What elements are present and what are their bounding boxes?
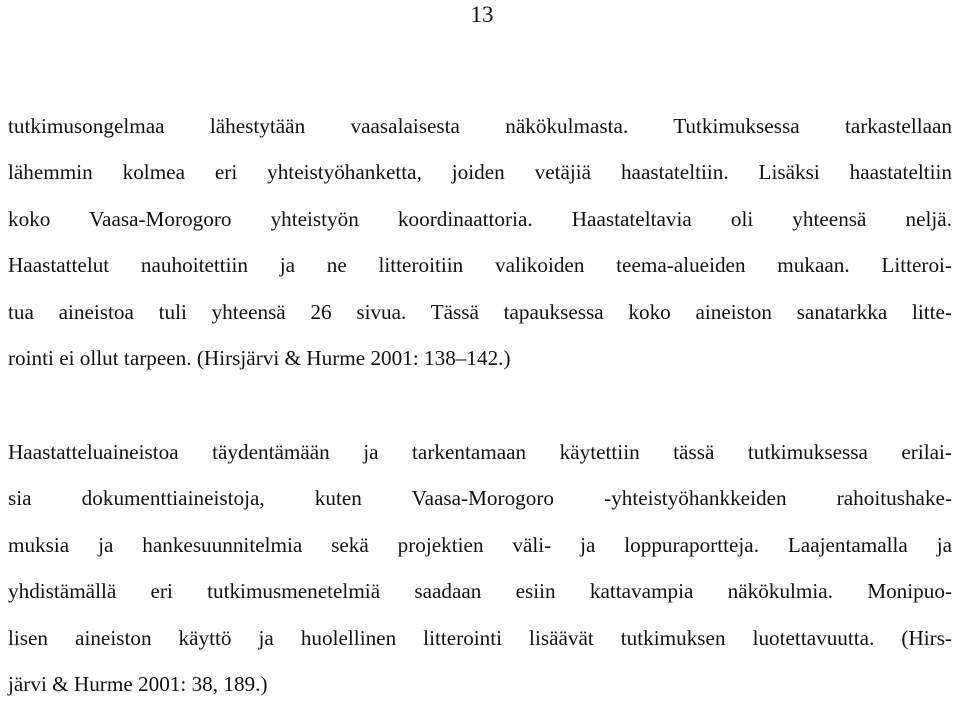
- text-line: Haastattelut nauhoitettiin ja ne litteroitiin valikoiden teema-alueiden mukaan. Litteroi-: [8, 253, 952, 278]
- text-line: rointi ei ollut tarpeen. (Hirsjärvi & Hurme 2001: 138–142.): [8, 346, 511, 371]
- text-line: sia dokumenttiaineistoja, kuten Vaasa-Morogoro -yhteistyöhankkeiden rahoitushake-: [8, 486, 952, 511]
- text-line: järvi & Hurme 2001: 38, 189.): [8, 672, 268, 697]
- text-line: tua aineistoa tuli yhteensä 26 sivua. Tässä tapauksessa koko aineiston sanatarkka litte-: [8, 299, 952, 324]
- text-line: lähemmin kolmea eri yhteistyöhanketta, joiden vetäjiä haastateltiin. Lisäksi haastateltiin: [8, 160, 952, 185]
- text-line: Haastatteluaineistoa täydentämään ja tarkentamaan käytettiin tässä tutkimuksessa erilai-: [8, 440, 952, 464]
- text-line: lisen aineiston käyttö ja huolellinen litterointi lisäävät tutkimuksen luotettavuutta. (Hirs-: [8, 625, 952, 650]
- body-paragraph: [8, 103, 952, 381]
- text-line: muksia ja hankesuunnitelmia sekä projektien väli- ja loppuraportteja. Laajentamalla ja: [8, 532, 952, 557]
- text-line: tutkimusongelmaa lähestytään vaasalaisesta näkökulmasta. Tutkimuksessa tarkastellaan: [8, 114, 952, 138]
- text-line: koko Vaasa-Morogoro yhteistyön koordinaattoria. Haastateltavia oli yhteensä neljä.: [8, 206, 952, 231]
- page-number: 13: [470, 2, 494, 27]
- text-line: yhdistämällä eri tutkimusmenetelmiä saadaan esiin kattavampia näkökulmia. Monipuo-: [8, 579, 952, 604]
- body-paragraph: [8, 429, 952, 707]
